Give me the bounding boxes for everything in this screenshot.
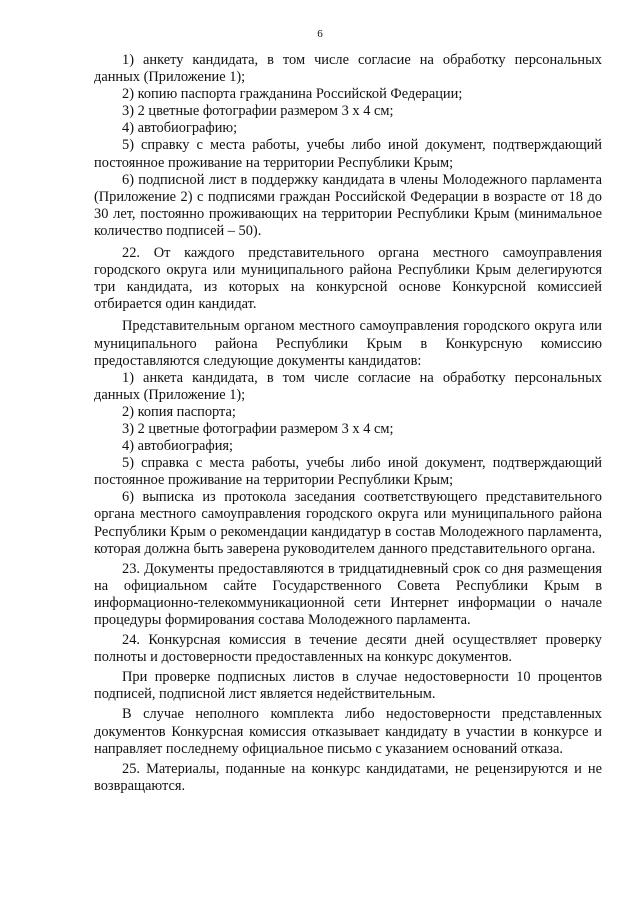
paragraph-2-3: 3) 2 цветные фотографии размером 3 х 4 см; xyxy=(122,420,394,437)
paragraph-1-4: 4) автобиографию; xyxy=(122,120,238,137)
paragraph-24-refusal: В случае неполного комплекта либо недостоверности представленных документов Конкурсная комиссия отказывает кандидату в участии в конкурсе и направляет последнему официальное письмо с указанием оснований отказа. xyxy=(94,706,602,757)
paragraph-25: 25. Материалы, поданные на конкурс кандидатами, не рецензируются и не возвращаются. xyxy=(94,760,602,794)
paragraph-2-1: 1) анкета кандидата, в том числе согласие на обработку персональных данных (Приложение 1); xyxy=(94,369,602,403)
paragraph-1-5: 5) справку с места работы, учебы либо иной документ, подтверждающий постоянное проживание на территории Республики Крым; xyxy=(94,137,602,171)
document-body xyxy=(94,52,602,795)
paragraph-1-2: 2) копию паспорта гражданина Российской Федерации; xyxy=(122,86,463,103)
paragraph-22: 22. От каждого представительного органа местного самоуправления городского округа или муниципального района Республики Крым делегируются три кандидата, из которых на конкурсной основе Конкурсной комиссией отбирается один кандидат. xyxy=(94,245,602,313)
paragraph-1-6: 6) подписной лист в поддержку кандидата в члены Молодежного парламента (Приложение 2) с подписями граждан Российской Федерации в возрасте от 18 до 30 лет, постоянно проживающих на территории Республики Крым (минимальное количество подписей – 50). xyxy=(94,171,602,239)
paragraph-22-docs-intro: Представительным органом местного самоуправления городского округа или муниципального района Республики Крым в Конкурсную комиссию предоставляются следующие документы кандидатов: xyxy=(94,318,602,369)
paragraph-1-3: 3) 2 цветные фотографии размером 3 х 4 см; xyxy=(122,103,394,120)
paragraph-24-signatures: При проверке подписных листов в случае недостоверности 10 процентов подписей, подписной лист является недействительным. xyxy=(94,669,602,703)
paragraph-1-1: 1) анкету кандидата, в том числе согласие на обработку персональных данных (Приложение 1); xyxy=(94,52,602,86)
paragraph-2-5: 5) справка с места работы, учебы либо иной документ, подтверждающий постоянное проживание на территории Республики Крым; xyxy=(94,455,602,489)
page-number: 6 xyxy=(317,28,323,40)
paragraph-2-6: 6) выписка из протокола заседания соответствующего представительного органа местного самоуправления городского округа или муниципального района Республики Крым о рекомендации кандидатур в состав Молодежного парламента, которая должна быть заверена руководителем данного представительного органа. xyxy=(94,489,602,557)
paragraph-2-4: 4) автобиография; xyxy=(122,438,234,455)
paragraph-23: 23. Документы предоставляются в тридцатидневный срок со дня размещения на официальном сайте Государственного Совета Республики Крым в информационно-телекоммуникационной сети Интернет информации о начале процедуры формирования состава Молодежного парламента. xyxy=(94,560,602,628)
paragraph-24: 24. Конкурсная комиссия в течение десяти дней осуществляет проверку полноты и достоверности предоставленных на конкурс документов. xyxy=(94,632,602,666)
paragraph-2-2: 2) копия паспорта; xyxy=(122,403,236,420)
